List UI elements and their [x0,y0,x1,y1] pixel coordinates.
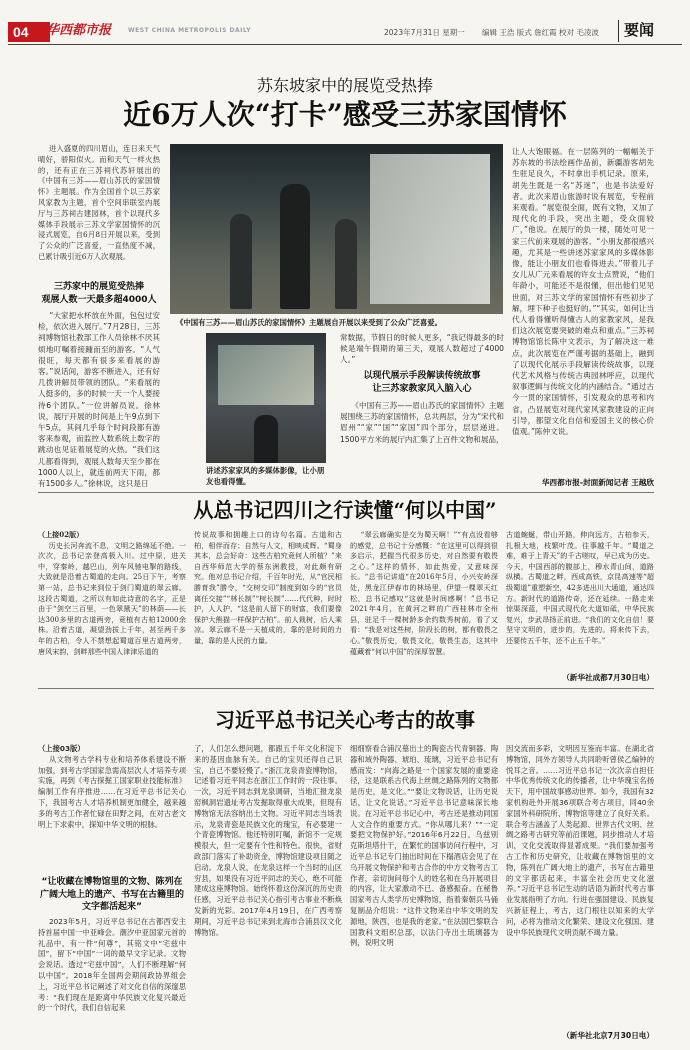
article3-col1a [38,744,186,872]
article1-subhead-2: 以现代展示手段解读传统故事 让三苏家教家风入脑入心 [363,371,481,394]
masthead [0,0,690,44]
article3-col4 [506,744,654,1028]
visitor-silhouette [230,214,252,309]
article2-col4-text: 古道蜿蜒，带山开路，伸向远方，古柏参天，扎根大地，枝繁叶茂。往事越千年。“蜀道之难，难于上青天”的千古嗟叹，早已成为历史。今天，中国西部的腹部上，穆水青山间，道路纵横。古蜀道之畔，西成高铁，京昆高速等“超级蜀道”重塑新空，42多进出川大通道，通达四方。新时代的道路传奇，还在延续。一路走来惊渠深蓝，中国式现代化大道如砥，中华民族复兴，步武昂扬正前进。“我们的文化自信！要坚守文明的，进步的，先进的。将来传下去，还要传五千年，还不止五千年。” [506,530,654,645]
visitor-silhouette [280,184,310,309]
article3-col1b-text: 2023年5月，习近平总书记在古都西安主持首届中国一中亚峰会。潮汐中亚国家元首的礼品中，有一件“何尊”，其铭文中“宅兹中国”，留下“中国”一词的最早文字记录。文物会说话。透过“宅兹中国”，人们不断理解“何以中国”。2018年全国两会期间政协界组会上，习近平总书记阐述了对文化自信的深邃思考：“我们现在是距离中华民族文化复兴最近的一个时代，我们自信起来 [38,917,186,1013]
article3-col4-text: 因交流而多彩，文明因互鉴而丰富。在湖北省博物馆，同外方领导人共同聆听曾侯乙编钟的悦耳之音。……习近平总书记一次次亲自担任中华优秀传统文化的传播者，让中华瑰宝名扬天下，用中国故事感动世界。如今，我国有32家机构赴外开展36项联合考古项目，同40余家国外科研院所、博物馆等建立了良好关系。联合考古涵盖了人类起源、世界古代文明、丝绸之路考古研究等前沿课题，同步推动人才培训，文化交流取得显著成果。“我们要加强考古工作和历史研究，让收藏在博物馆里的文物，陈列在广阔大地上的遗产，书写在古籍里的文字都活起来，丰富全社会历史文化滋养。”习近平总书记生动的话语为新时代考古事业发展指明了方向。行进在强国建设、民族复兴新征程上，考古，这门根往以知来的大学问，必将为推动文化繁荣、建设文化强国、建设中华民族现代文明贡献不竭力量。 [506,744,654,937]
article1-col3 [512,146,654,476]
article3-signoff: （新华社北京7月30日电） [562,1031,654,1040]
article2-headline: 从总书记四川之行读懂“何以中国” [193,498,497,522]
display-case [370,154,490,304]
section-rule-2 [38,688,654,689]
staff-credits: 编辑 王浩 版式 詹红霞 校对 毛凌波 [482,28,599,37]
article3-col2 [194,744,342,1042]
article2-col1-text: 历史长河奔流不息，文明之路绵延不绝。一次次，总书记亲登高极入川。过中原，进关中，穿秦岭，越巴山，列车风驰电掣的路线，大致就是沿着古蜀道的走向。25日下午，考察第一站，总书记来到位于剑门蜀道的翠云廊。这段古蜀道，之所以有如此诗意的名字，正是由于“剑空三百里，一色翠黛天”的林荫——长达300多里的古道两旁，竟植有古柏12000余株。沿着古道，凝望劲拔上千年，甚至两千多年的古柏，令人不禁想起蜀道百里古道两旁，唐风宋韵，剑畔那些中国人津津乐道的 [38,540,186,656]
exhibition-photo [170,144,503,314]
article3-headline: 习近平总书记关心考古的故事 [215,708,475,732]
article2-col2-text: 传说故事和拥趣上口的诗句名篇。古道和古柏，相伴而存；自然与人文，相映成辉。“蜀身其本，总会好奇：这些古柏究竟何人所植？”来自西华师范大学的蔡东洲教授，对此颇有研究。他对总书记介绍，千百年时光，从“官民相勝育我”勝令，“交树交印”制度到如今的“官员离任交接”“林长制”“树长制”……代代种，时时护，人人护，“这是前人留下的财富，我们要像保护大熊猫一样保护古柏”。前人栽树，后人乘凉。翠云廊不是一天植成的，靠的是时间的力量，靠的是人民的力量。 [194,530,342,645]
article3-cont-ref: （上接03版） [38,744,85,753]
article3-col2-text: 了，人们怎么想问题，都跟五千年文化积淀下来的基因血脉有关。自己的宝贝还得自己识宝，自己不要轻慢了。”浙江龙泉青瓷博物馆，记述着习近平同志在浙江工作时的一段往事。一次，习近平同志到龙泉调研，当地汇报龙泉窑枫洞岩遗址考古发掘取得重大成果，但现有博物馆无法容纳出土文物。习近平同志当场表示，龙泉青瓷是民族文化的瑰宝，有必要建一个青瓷博物馆。他还特别叮嘱，新馆不一定规模很大，但一定要有个性和特色。很快，省财政部门落实了补助资金，博物馆建设项目随之启动。龙泉人说，在龙泉这样一个当时的山区穷县，如果没有习近平同志的关心，绝不可能建成这座博物馆。始终怀着这份深沉的历史责任感，习近平总书记关心指引考古事业不断焕发新的光彩。2017年4月19日，在广西考察期间，习近平总书记来到北海市合浦县汉文化博物馆。 [194,744,342,937]
article2-col3 [350,530,498,682]
article1-col2 [340,332,504,368]
article1-col1 [38,310,160,489]
article1-lead [38,144,160,278]
article1-kicker: 苏东坡家中的展览受热捧 [256,76,433,95]
multimedia-photo [206,333,326,463]
article1-col1-text: “大家把水杯放在外面，包包过安检，依次进入展厅。”7月28日，三苏祠博物馆社教部工作人员徐林不厌其烦地叮嘱着接踵而至的游客。“人气很旺，每天都有很多来看展的游客。”说话间，游客不断进入，还有好几拨讲解员带领的团队。“来看展的人挺多的，多的时候一天一个人要接待6个团队。”一位讲解员说。徐林说，展厅开展的时间是上午9点到下午5点，其间几乎每个时间段都有游客来参观，而监控人数系统上数字的跳动也见证着展览的火热。“我们这儿都看得到，观展人数每天至少都在1000人以上，就连前两天下雨，都有1500多人。”徐林说，这只是日 [38,311,160,489]
article2-cont-ref: （上接02版） [38,530,84,539]
screen-image [218,345,314,405]
article1-col2b [340,400,504,480]
article2-col2 [194,530,342,682]
page-number: 04 [13,24,29,40]
brand-logo: 华西都市报 [46,23,112,38]
article3-col3 [350,744,498,1042]
article3-subhead: “让收藏在博物馆里的文物、陈列在广阔大地上的遗产、书写在古籍里的文字都活起来” [39,877,184,912]
article2-col1 [38,530,186,682]
issue-date: 2023年7月31日 星期一 [384,28,465,37]
article1-byline: 华西都市报-封面新闻记者 王越欣 [541,478,654,487]
article2-col4 [506,530,654,670]
article1-lead-text: 进入盛夏的四川眉山，连日来天气晴好，骄阳似火。而和天气一样火热的，还有正在三苏祠代苏轩展出的《中国有三苏——眉山苏氏的家国情怀》主题展。作为全国首个以三苏家风家教为主题，首个空间串联室内展厅与三苏祠古建园林，首个以现代多媒体手段展示三苏文学家国情怀的沉浸式展览，自6月8日开展以来，受到了公众的广泛喜爱，一直热度不减，已累计吸引近6万人次观展。 [38,144,160,261]
article1-col2-text: 常数据，节假日的时候人更多，“我记得最多的时候是端午假期的第三天，观展人数超过了4000人。” [340,333,504,365]
section-rule-1 [38,492,654,493]
visitor-silhouette [335,219,357,309]
article1-subhead-1: 三苏家中的展览受热捧 观展人数一天最多超4000人 [41,282,157,305]
child-silhouette [254,415,278,463]
article1-col3-text: 让人大饱眼福。在一层陈列的一幅幅关于苏东坡的书法绘画作品前，新疆游客胡先生驻足良久，不时拿出手机记录。原来，胡先生既是一名“苏迷”，也是书法爱好者。此次来眉山旅游时说有展览，专程前来观看。“展览很全面，既有文物，又加了现代化的手段，突出主题，受众面较广，”他说。在展厅的负一楼，随处可见一家三代前来观展的游客。“小朋友都很感兴趣，尤其是一些讲述苏家家风的多媒体影像，能让小朋友们也看得进去。”带着儿子女儿从广元来看展的许女士点赞说，“他们年龄小，可能还不是很懂，但出他们见见世面，对三苏文学的家国情怀有些初步了解，埋下种子也挺好的。”“其实，如何让当代人看得懂听得懂古人的家教家风，是我们这次展览要突破的难点和重点。”三苏祠博物馆馆长陈中文表示，为了解决这一难点，此次展览在严谨考据的基础上，融到了以现代化展示手段解读传统故事，以现代艺术风格与传统古典园林呼应，以现代叙事逻辑与传统文化的内涵结合。“通过古今一贯的家国情怀，引发观众的思考和内省，凸显展览对现代家风家教建设的正向引导，都望文化自信和爱国主义的核心价值观。”陈仲文说。 [512,147,654,437]
article2-signoff: （新华社成都7月30日电） [562,673,654,682]
article1-headline: 近6万人次“打卡”感受三苏家国情怀 [123,98,567,131]
article1-col2b-text: 《中国有三苏——眉山苏氏的家国情怀》主题展围绕三苏的家国情怀，总共两层，分为“宋代和眉州”“家”“国”“家国”四个部分，层层递进。1500平方米的展厅内汇集了上百件文物和展品， [340,401,504,444]
photo2-caption: 讲述苏家家风的多媒体影像，让小朋友也看得懂。 [206,466,325,486]
section-divider [618,20,619,42]
masthead-rule [8,44,682,45]
article3-col3-text: 细细察看合浦汉墓出土的陶瓷古代青铜器、陶器和域外陶器、琥珀、琉璃，习近平总书记有感而发：“向海之路是一个国家发展的重要途径，这是联系古代海上丝绸之路陈列的文物都是历史，是文化。”“要让文物说话，让历史说话，让文化说话。”习近平总书记意味深长地说。在习近平总书记心中，考古还是推动同国人文合作的重要方式。“你从哪儿来？”“一定要把文物保护好。”2016年6月22日，乌兹别克斯坦塔什干，在繁忙的国事访问行程中，习近平总书记专门抽出时间在下榻酒店会见了在乌开展文物保护和考古合作的中方文物考古工作者，亲切询问每个人的姓名和在乌开展项目的内容，让大家激动不已、备感振奋。在秘鲁国家考古人类学历史博物馆，指着秦朝兵马俑复制品介绍说：“这件文物来自中华文明的发源地，陕西，也是我的老家。”在法国巴黎联合国教科文组织总部，以法门寺出土琉璃器为例，说明文明 [350,744,498,948]
section-label: 要闻 [624,21,655,39]
article3-col1a-text: 从文物考古学科专业和培养体系建设不断加强，到考古学国家急需高层次人才培养专项实施，再到《考古探掘工国家职业技能标准》编制工作有序推进……在习近平总书记关心下，我国考古人才培养机制更加健全，越来越多的考古工作者忙碌在田野之间，在对古老文明上下求索中，探知中华文明的根脉。 [38,754,186,829]
article2-col3-text: “翠云廊确实是交为蜀天啊！”“有点没看够的感觉，总书记十分感慨：“在这里可以得到很多启示，把握当代很多历史，对自然要有敬畏之心。”这样的情怀，如此热爱，又意味深长。“总书记讲道“在2016年5月，小兴安岭深处，黑龙江伊春市的林场里，伊望一棵翠天红松，总书记感叹“这就是时间感啊！”总书记2021年4月，在黄河之畔的广西桂林市全州县，驻足千一棵树龄多余约数秀树前，看了又看：“我是对这些树，阶段长的树，都有敬畏之心。”敬畏历史，敬畏文化，敬畏生态，这其中蕴藏着“何以中国”的深厚智慧。 [350,530,498,656]
photo1-caption: 《中国有三苏——眉山苏氏的家国情怀》主题展自开展以来受到了公众广泛喜爱。 [176,318,443,327]
brand-english: WEST CHINA METROPOLIS DAILY [128,27,252,34]
article3-col1b [38,917,186,1041]
